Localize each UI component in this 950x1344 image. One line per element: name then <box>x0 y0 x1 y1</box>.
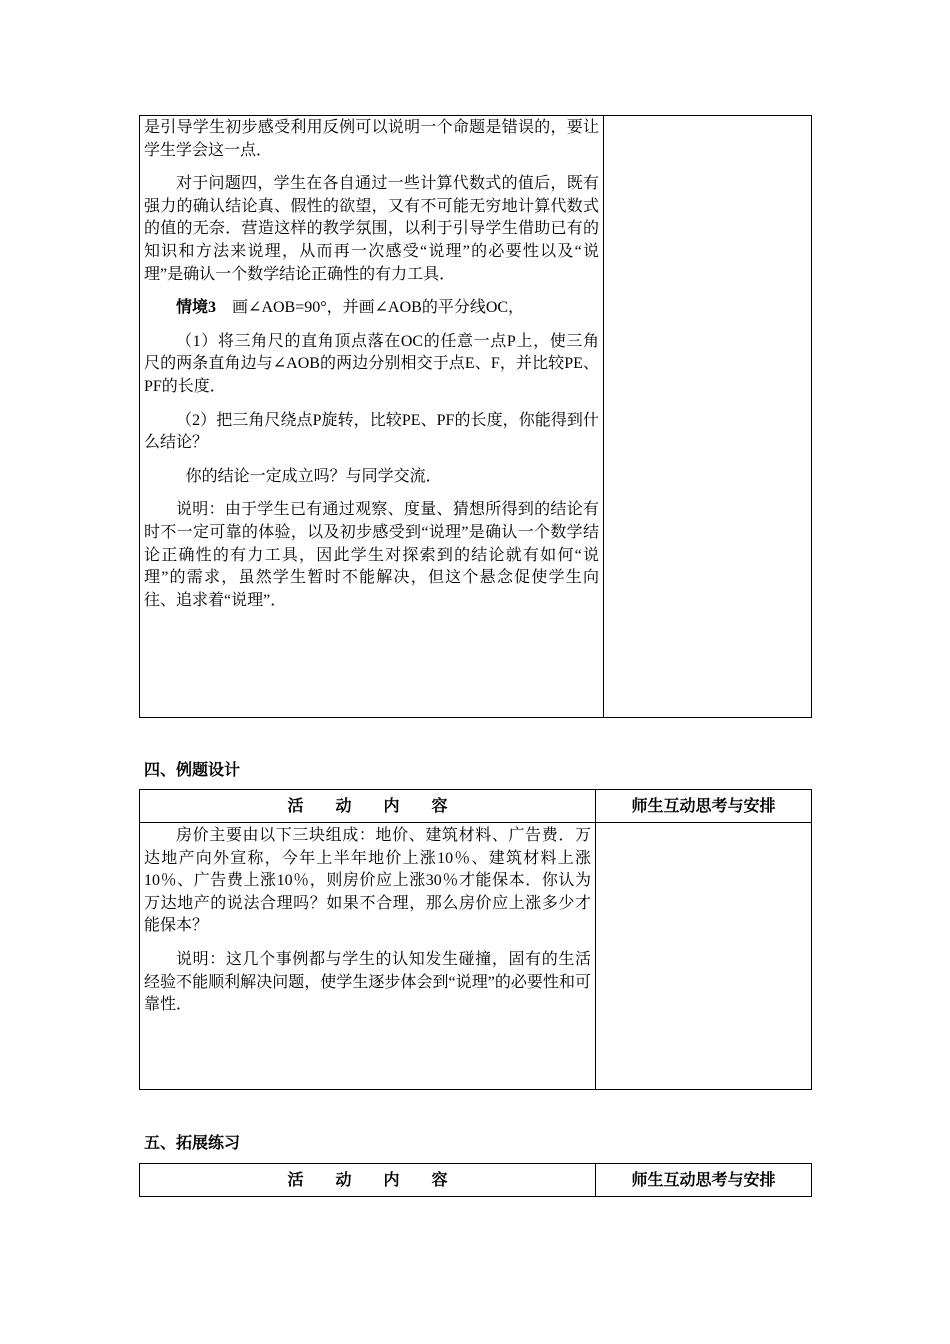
activity-table-continued <box>139 115 812 718</box>
paragraph: 说明：这几个事例都与学生的认知发生碰撞，固有的生活经验不能顺利解决问题，使学生逐步体会到“说理”的必要性和可靠性． <box>144 950 591 1014</box>
paragraph: （1）将三角尺的直角顶点落在OC的任意一点P上，使三角尺的两条直角边与∠AOB的两边分别相交于点E、F，并比较PE、PF的长度． <box>144 332 599 395</box>
activity-content-cell <box>140 116 604 718</box>
interaction-cell <box>604 116 812 718</box>
paragraph: 说明：由于学生已有通过观察、度量、猜想所得到的结论有时不一定可靠的体验，以及初步感受到“说理”是确认一个数学结论正确性的有力工具，因此学生对探索到的结论就有如何“说理”的需求，虽然学生暂时不能解决，但这个悬念促使学生向往、追求着“说理”． <box>144 501 599 609</box>
practice-table <box>139 1163 812 1197</box>
column-header-activity: 活 动 内 容 <box>140 790 596 823</box>
column-header-interaction: 师生互动思考与安排 <box>596 790 812 823</box>
example-table <box>139 789 812 1090</box>
interaction-cell <box>596 823 812 1090</box>
paragraph: 画∠AOB=90°，并画∠AOB的平分线OC， <box>232 299 525 317</box>
column-header-interaction: 师生互动思考与安排 <box>596 1164 812 1197</box>
section-title: 四、例题设计 <box>144 760 241 779</box>
paragraph: 房价主要由以下三块组成：地价、建筑材料、广告费．万达地产向外宣称，今年上半年地价上涨10％、建筑材料上涨10％、广告费上涨10％，则房价应上涨30％才能保本．你认为万达地产的说法合理吗？如果不合理，那么房价应上涨多少才能保本？ <box>144 827 591 935</box>
section-title: 五、拓展练习 <box>144 1133 241 1152</box>
paragraph: 你的结论一定成立吗？与同学交流． <box>185 467 442 485</box>
activity-content-cell <box>140 823 596 1090</box>
scenario-label: 情境3 <box>176 299 217 317</box>
paragraph: 是引导学生初步感受利用反例可以说明一个命题是错误的，要让学生学会这一点． <box>144 119 599 159</box>
paragraph: 对于问题四，学生在各自通过一些计算代数式的值后，既有强力的确认结论真、假性的欲望，又有不可能无穷地计算代数式的值的无奈．营造这样的教学氛围，以利于引导学生借助已有的知识和方法来说理，从而再一次感受“说理”的必要性以及“说理”是确认一个数学结论正确性的有力工具． <box>144 175 599 283</box>
column-header-activity: 活 动 内 容 <box>140 1164 596 1197</box>
paragraph: （2）把三角尺绕点P旋转，比较PE、PF的长度，你能得到什么结论？ <box>144 411 599 452</box>
